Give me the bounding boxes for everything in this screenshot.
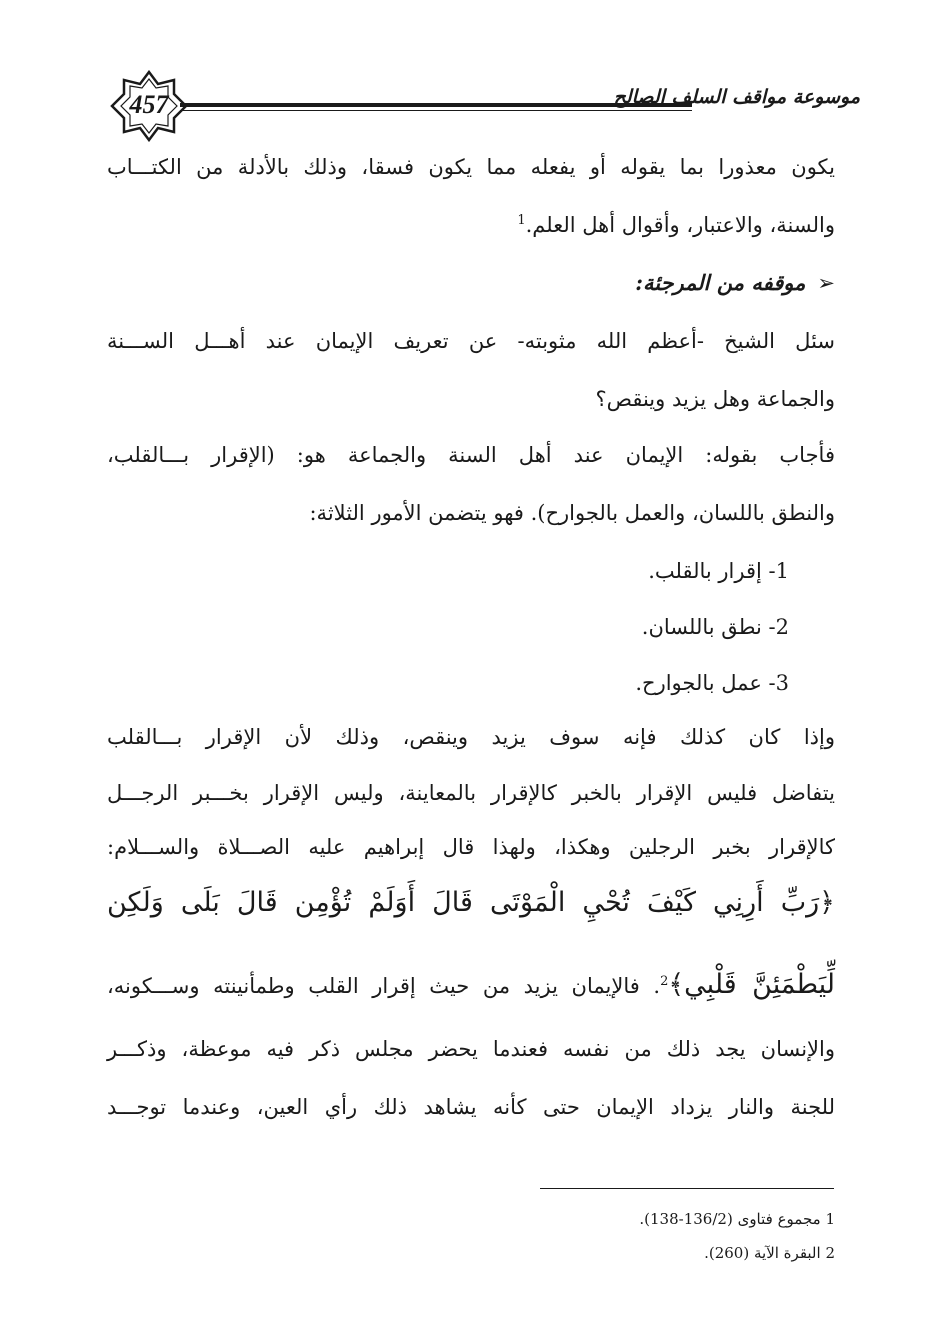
footnote-separator — [540, 1188, 834, 1189]
footnote: 2 البقرة الآية (260). — [704, 1244, 835, 1262]
body-line: يكون معذورا بما يقوله أو يفعله مما يكون فسقا، وذلك بالأدلة من الكتـــاب — [107, 155, 835, 179]
header-rule-thin — [180, 110, 692, 111]
page-number: 457 — [129, 90, 169, 119]
body-line: فأجاب بقوله: الإيمان عند أهل السنة والجماعة هو: (الإقرار بـــالقلب، — [107, 443, 835, 467]
list-item: 3- عمل بالجوارح. — [635, 671, 789, 695]
body-line: للجنة والنار يزداد الإيمان حتى كأنه يشاهد ذلك رأي العين، وعندما توجـــد — [107, 1095, 835, 1119]
quran-verse-text: لِّيَطْمَئِنَّ قَلْبِي﴾ — [668, 969, 835, 1000]
arrow-bullet-icon: ➢ — [817, 271, 835, 295]
body-line-text: والسنة، والاعتبار، وأقوال أهل العلم. — [525, 213, 835, 237]
body-line: والجماعة وهل يزيد وينقص؟ — [595, 387, 835, 411]
page-number-badge — [110, 70, 188, 142]
body-line: والنطق باللسان، والعمل بالجوارح). فهو يتضمن الأمور الثلاثة: — [309, 501, 835, 525]
body-line: يتفاضل فليس الإقرار بالخبر كالإقرار بالمعاينة، وليس الإقرار بخـــبر الرجـــل — [107, 781, 835, 805]
body-line: سئل الشيخ -أعظم الله مثوبته- عن تعريف الإيمان عند أهـــل الســـنة — [107, 329, 835, 353]
quran-verse-line: ﴿رَبِّ أَرِنِي كَيْفَ تُحْيِ الْمَوْتَى قَالَ أَوَلَمْ تُؤْمِن قَالَ بَلَى وَلَكِن — [107, 887, 835, 918]
list-item: 2- نطق باللسان. — [641, 615, 789, 639]
page-header — [100, 70, 860, 142]
body-line: والإنسان يجد ذلك من نفسه فعندما يحضر مجلس ذكر فيه موعظة، وذكـــر — [107, 1037, 835, 1061]
section-heading-text: موقفه من المرجئة: — [635, 270, 806, 295]
body-line: وإذا كان كذلك فإنه سوف يزيد وينقص، وذلك لأن الإقرار بـــالقلب — [107, 725, 835, 749]
body-line — [107, 210, 835, 240]
body-line: كالإقرار بخبر الرجلين وهكذا، ولهذا قال إبراهيم عليه الصـــلاة والســـلام: — [107, 835, 835, 859]
body-line — [107, 966, 835, 1004]
section-heading — [107, 268, 835, 298]
footnote-ref: 2 — [660, 974, 669, 989]
body-line-text: . فالإيمان يزيد من حيث إقرار القلب وطمأنينته وســـكونه، — [107, 974, 661, 998]
list-item: 1- إقرار بالقلب. — [648, 559, 789, 583]
footnote-ref: 1 — [517, 213, 526, 228]
series-title: موسوعة مواقف السلف الصالح — [613, 86, 860, 108]
footnote: 1 مجموع فتاوى (136/2-138). — [639, 1210, 835, 1228]
